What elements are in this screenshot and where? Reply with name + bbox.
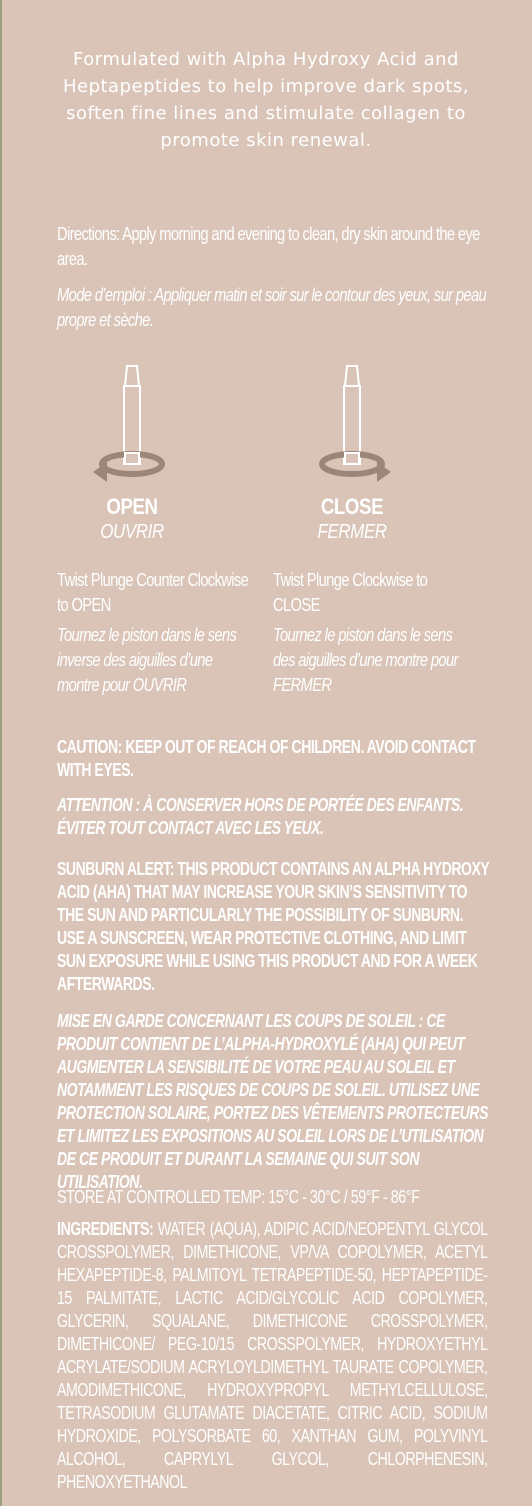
- caution-warning: CAUTION: KEEP OUT OF REACH OF CHILDREN. AVOID CONTACT WITH EYES.: [57, 737, 476, 780]
- open-label: OPEN: [106, 494, 158, 519]
- sunburn-alert-fr: MISE EN GARDE CONCERNANT LES COUPS DE SOLEIL : CE PRODUIT CONTIENT DE L’ALPHA-HYDROXYLÉ (AHA) QUI PEUT AUGMENTER LA SENSIBILITÉ DE VOTRE PEAU AU SOLEIL ET NOTAMMENT LES RISQUES DE COUPS DE SOLEIL. UTILISEZ UNE PROTECTION SOLAIRE, PORTEZ DES VÊTEMENTS PROTECTEURS ET LIMITEZ LES EXPOSITIONS AU SOLEIL LORS DE L’UTILISATION DE CE PRODUIT ET DURANT LA SEMAINE QUI SUIT SON UTILISATION.: [57, 1011, 488, 1192]
- twist-open-fr: Tournez le piston dans le sens inverse des aiguilles d’une montre pour OUVRIR: [57, 625, 237, 695]
- ingredients-text: WATER (AQUA), ADIPIC ACID/NEOPENTYL GLYCOL CROSSPOLYMER, DIMETHICONE, VP/VA COPOLYMER, ACETYL HEXAPEPTIDE-8, PALMITOYL TETRAPEPTIDE-50, HEPTAPEPTIDE-15 PALMITATE, LACTIC ACID/GLYCOLIC ACID COPOLYMER, GLYCERIN, SQUALANE, DIMETHICONE CROSSPOLYMER, DIMETHICONE/ PEG-10/15 CROSSPOLYMER, HYDROXYETHYL ACRYLATE/SODIUM ACRYLOYLDIMETHYL TAURATE COPOLYMER, AMODIMETHICONE, HYDROXYPROPYL METHYLCELLULOSE, TETRASODIUM GLUTAMATE DIACETATE, CITRIC ACID, SODIUM HYDROXIDE, POLYSORBATE 60, XANTHAN GUM, POLYVINYL ALCOHOL, CAPRYLYL GLYCOL, CHLORPHENESIN, PHENOXYETHANOL: [57, 1219, 488, 1492]
- storage-temperature: STORE AT CONTROLLED TEMP: 15°C - 30°C / 59°F - 86°F: [57, 1187, 420, 1207]
- ingredients-list: [57, 1218, 488, 1494]
- attention-warning-fr: ATTENTION : À CONSERVER HORS DE PORTÉE DES ENFANTS. ÉVITER TOUT CONTACT AVEC LES YEUX.: [57, 795, 464, 838]
- directions-text: Directions: Apply morning and evening to clean, dry skin around the eye area.: [57, 224, 480, 269]
- left-edge-rule: [0, 0, 2, 1506]
- twist-close-fr: Tournez le piston dans le sens des aiguilles d’une montre pour FERMER: [273, 625, 458, 695]
- twist-close-instructions: [273, 568, 470, 698]
- ingredients-label: INGREDIENTS:: [57, 1219, 154, 1239]
- close-instruction: [292, 358, 412, 544]
- intro-text: Formulated with Alpha Hydroxy Acid and Heptapeptides to help improve dark spots, soften fine lines and stimulate collagen to promote skin renewal.: [62, 49, 470, 151]
- open-label-fr: OUVRIR: [100, 521, 164, 543]
- open-instruction: [72, 358, 192, 544]
- twist-close-en: Twist Plunge Clockwise to CLOSE: [273, 570, 428, 615]
- close-label-fr: FERMER: [317, 521, 387, 543]
- clockwise-twist-pen-icon: [307, 358, 397, 488]
- twist-open-en: Twist Plunge Counter Clockwise to OPEN: [57, 570, 249, 615]
- twist-open-instructions: [57, 568, 254, 698]
- counterclockwise-twist-pen-icon: [87, 358, 177, 488]
- mode-emploi-text: Mode d’emploi : Appliquer matin et soir sur le contour des yeux, sur peau propre et sèche.: [57, 285, 487, 330]
- sunburn-alert: SUNBURN ALERT: THIS PRODUCT CONTAINS AN ALPHA HYDROXY ACID (AHA) THAT MAY INCREASE YOUR SKIN’S SENSITIVITY TO THE SUN AND PARTICULARLY THE POSSIBILITY OF SUNBURN. USE A SUNSCREEN, WEAR PROTECTIVE CLOTHING, AND LIMIT SUN EXPOSURE WHILE USING THIS PRODUCT AND FOR A WEEK AFTERWARDS.: [57, 859, 490, 994]
- close-label: CLOSE: [320, 494, 384, 519]
